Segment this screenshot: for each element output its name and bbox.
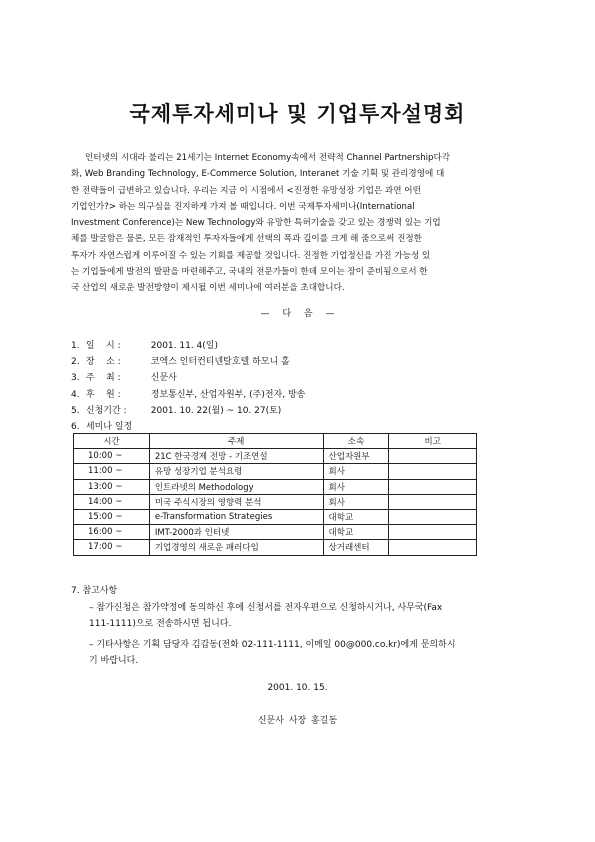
info-label: 장 소 :: [85, 357, 121, 368]
cell-affiliation: 회사: [323, 464, 389, 479]
cell-affiliation: 대학교: [323, 525, 389, 540]
table-row: [74, 479, 477, 494]
table-row: [74, 509, 477, 524]
info-number: 1.: [71, 341, 80, 351]
cell-remarks: [389, 464, 477, 479]
cell-affiliation: 회사: [323, 479, 389, 494]
info-label: 일 시 :: [85, 341, 121, 351]
cell-time: 15:00 ~: [74, 509, 150, 524]
intro-line: 는 기업들에게 발전의 발판을 마련해주고, 국내의 전문가들이 한데 모이는 장이 준비됨으로서 한: [71, 267, 428, 278]
cell-affiliation: 산업자원부: [323, 449, 389, 464]
issue-date: 2001. 10. 15.: [267, 683, 328, 693]
info-label: 후 원 :: [85, 389, 121, 400]
notes-title: 7. 참고사항: [71, 586, 118, 596]
intro-line: 투자가 자연스럽게 이루어질 수 있는 기회를 제공할 것입니다. 진정한 기업정신을 가진 가능성 있: [71, 250, 431, 261]
table-row: [74, 464, 477, 479]
header-remarks: 비고: [389, 434, 477, 449]
info-label: 주 최 :: [85, 373, 121, 384]
cell-affiliation: 대학교: [323, 509, 389, 524]
cell-remarks: [389, 479, 477, 494]
cell-time: 10:00 ~: [74, 449, 150, 464]
intro-line: 체를 발굴함은 물론, 모든 잠재적인 투자자들에게 선택의 폭과 깊이를 크게 해 줌으로써 진정한: [71, 234, 422, 245]
info-value: 2001. 11. 4(일): [150, 341, 218, 351]
cell-remarks: [389, 449, 477, 464]
info-number: 3.: [71, 373, 80, 384]
info-value: 2001. 10. 22(월) ~ 10. 27(토): [150, 405, 282, 416]
cell-remarks: [389, 509, 477, 524]
cell-time: 11:00 ~: [74, 464, 150, 479]
info-label: 세미나 일정: [85, 422, 133, 433]
info-row-venue: [71, 354, 305, 370]
info-label: 신청기간 :: [85, 405, 127, 416]
notes-section: [71, 583, 456, 670]
note-item: [71, 637, 456, 670]
intro-line: 인터넷의 시대라 불리는 21세기는 Internet Economy속에서 전략적 Channel Partnership다각: [85, 153, 451, 163]
info-row-date: [71, 338, 305, 354]
info-row-period: [71, 403, 305, 419]
cell-topic: 21C 한국경제 전망 - 기조연설: [149, 449, 323, 464]
intro-line: 기업인가?> 하는 의구심을 진지하게 가져 볼 때입니다. 이번 국제투자세미나(International: [71, 201, 415, 212]
cell-topic: 유망 성장기업 분석요령: [149, 464, 323, 479]
cell-remarks: [389, 494, 477, 509]
info-number: 2.: [71, 357, 80, 368]
intro-line: Investment Conference)는 New Technology와 유망한 특허기술을 갖고 있는 경쟁력 있는 기업: [71, 218, 441, 229]
header-topic: 주제: [149, 434, 323, 449]
schedule-table: [73, 433, 477, 556]
cell-affiliation: 회사: [323, 494, 389, 509]
document-title: 국제투자세미나 및 기업투자설명회: [129, 102, 466, 126]
header-time: 시간: [74, 434, 150, 449]
header-affiliation: 소속: [323, 434, 389, 449]
info-number: 4.: [71, 389, 80, 400]
table-row: [74, 540, 477, 555]
note-line: 111-1111)으로 전송하시면 됩니다.: [89, 619, 232, 629]
info-value: 코엑스 인터컨티넨탈호텔 하모니 홀: [150, 357, 290, 368]
table-row: [74, 449, 477, 464]
intro-line: 국 산업의 새로운 발전방향이 제시될 이번 세미나에 여러분을 초대합니다.: [71, 283, 345, 294]
info-row-host: [71, 370, 305, 386]
cell-time: 13:00 ~: [74, 479, 150, 494]
cell-topic: 미국 주식시장의 영향력 분석: [149, 494, 323, 509]
info-number: 5.: [71, 405, 80, 416]
intro-paragraph: [71, 150, 527, 297]
note-line: – 기타사항은 기획 담당자 김갑동(전화 02-111-1111, 이메일 00@000.co.kr)에게 문의하시: [89, 639, 456, 650]
cell-topic: e-Transformation Strategies: [149, 509, 323, 524]
cell-time: 14:00 ~: [74, 494, 150, 509]
cell-time: 17:00 ~: [74, 540, 150, 555]
table-row: [74, 494, 477, 509]
section-heading: — 다 음 —: [260, 309, 335, 319]
info-row-sponsor: [71, 387, 305, 403]
intro-line: 화, Web Branding Technology, E-Commerce Solution, Interanet 기술 기획 및 관리경영에 대: [71, 169, 445, 180]
info-number: 6.: [71, 422, 80, 433]
table-row: [74, 525, 477, 540]
note-line: – 참가신청은 참가약정에 동의하신 후에 신청서를 전자우편으로 신청하시거나, 사무국(Fax: [89, 602, 443, 613]
table-header-row: [74, 434, 477, 449]
cell-topic: 인트라넷의 Methodology: [149, 479, 323, 494]
event-info-list: [71, 338, 305, 435]
intro-line: 한 전략들이 급변하고 있습니다. 우리는 지금 이 시점에서 <진정한 유망성장 기업은 과연 어떤: [71, 185, 421, 196]
cell-topic: IMT-2000과 인터넷: [149, 525, 323, 540]
info-value: 정보통신부, 산업자원부, (주)전자, 방송: [150, 389, 306, 400]
cell-time: 16:00 ~: [74, 525, 150, 540]
cell-affiliation: 상거래센터: [323, 540, 389, 555]
cell-remarks: [389, 540, 477, 555]
signature: 신문사 사장 홍길동: [257, 716, 338, 726]
cell-remarks: [389, 525, 477, 540]
note-line: 기 바랍니다.: [89, 656, 139, 666]
info-value: 신문사: [150, 373, 177, 384]
note-item: [71, 600, 456, 633]
cell-topic: 기업경영의 새로운 패러다임: [149, 540, 323, 555]
